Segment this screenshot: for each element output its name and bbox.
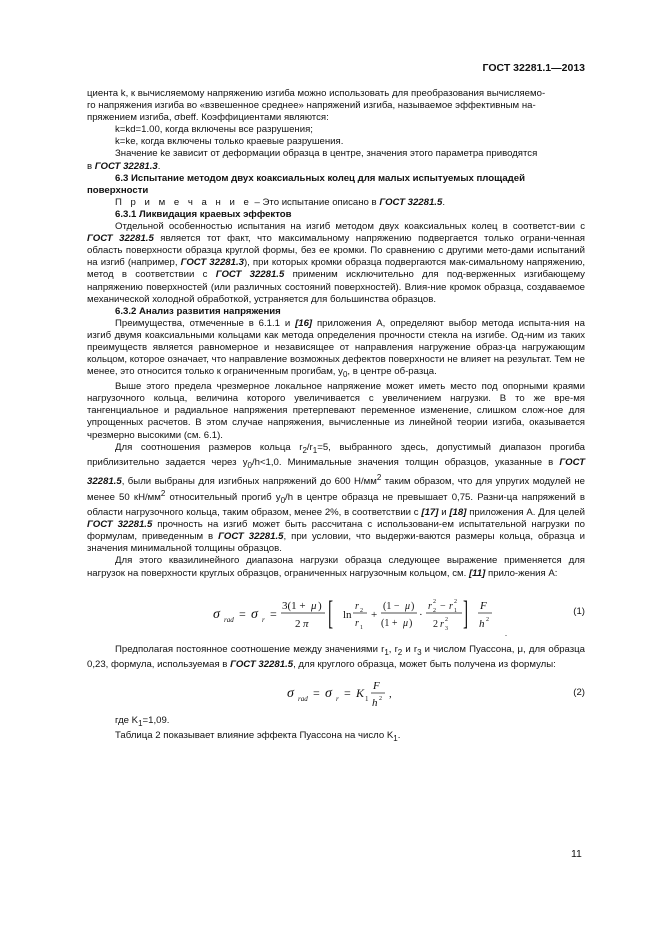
paragraph-ke (87, 148, 585, 160)
text-span: таким образом, что для упругих модулей не менее 50 кН/мм (87, 475, 585, 504)
svg-text:): ) (318, 599, 322, 612)
svg-text:μ: μ (311, 599, 317, 612)
text-span: прило-жения А: (485, 567, 558, 579)
svg-text:=: = (344, 685, 351, 700)
text-span: и r (402, 643, 418, 655)
svg-text:r: r (355, 617, 359, 629)
svg-text:): ) (409, 617, 413, 629)
text-span: /h в центре образца не превышает 0,75. Разни-ца напряжений в области нагрузочного кольца, таким образом, менее 2%, в соответствии с (87, 492, 586, 519)
text-line: го напряжения изгиба во «взвешенное среднее» напряжений изгиба, называемое эффективным на- (87, 100, 536, 112)
svg-text:3: 3 (445, 625, 448, 632)
svg-text:·: · (419, 608, 423, 621)
svg-text:σ: σ (213, 606, 220, 622)
svg-text:1: 1 (454, 607, 457, 614)
svg-text:,: , (389, 687, 392, 700)
svg-text:r: r (336, 694, 339, 703)
text-span: Для этого квазилинейного диапазона нагрузки образца следующее выражение применяется для нагрузок на поверхности круглых образцов, ограниченных нагрузочным кольцом, см. (87, 555, 585, 579)
svg-text:r: r (449, 600, 453, 612)
text-line: пряжением изгиба, σbeff. Коэффициентами являются: (87, 112, 329, 124)
svg-text:=: = (313, 685, 320, 700)
reference-link: [16] (295, 317, 313, 329)
equation-2-number: (2) (573, 686, 585, 698)
text-span: , для круглого образца, может быть получена из формулы: (293, 658, 556, 670)
text-span: – Это испытание описано в (251, 196, 380, 208)
subscript: 1 (393, 733, 398, 743)
svg-text:σ: σ (325, 685, 332, 701)
svg-text:r: r (262, 615, 265, 624)
superscript: 2 (160, 488, 166, 498)
section-heading-6-3-1: 6.3.1 Ликвидация краевых эффектов (115, 208, 292, 220)
page-number: 11 (571, 848, 582, 860)
equation-2 (87, 673, 585, 713)
paragraph-intro (87, 88, 585, 124)
svg-text:2: 2 (295, 617, 301, 630)
subscript: 2 (302, 445, 307, 455)
paragraph-ratio (87, 442, 585, 556)
svg-text:σ: σ (287, 685, 294, 701)
svg-text:=: = (239, 606, 246, 621)
text-span: где K (115, 714, 139, 726)
svg-text:ln: ln (343, 608, 352, 621)
svg-text:2: 2 (433, 607, 436, 614)
paragraph-poisson (87, 644, 585, 671)
paragraph-table-ref (87, 730, 585, 745)
standard-reference: ГОСТ 32281.5 (230, 658, 294, 670)
text-span: является тот факт, что максимальному напряжению подвергается только ограни-ченная область поверхности образца круглой формы, без ее кромки. По сравнению с другими мето-дами испытаний на изгиб (например, (87, 233, 585, 269)
svg-text:=: = (270, 606, 277, 621)
text-span: Преимущества, отмеченные в 6.1.1 и (115, 317, 296, 329)
text-span: приложения А. Для целей (466, 507, 585, 519)
svg-text:2: 2 (433, 618, 438, 630)
text-span: Значение ke зависит от деформации образца в центре, значения этого параметра приводятся (115, 148, 538, 160)
section-heading-6-3-2: 6.3.2 Анализ развития напряжения (115, 305, 281, 317)
standard-reference: ГОСТ 32281.5 (379, 196, 443, 208)
text-span: , в центре об-разца. (347, 366, 437, 378)
standard-reference: ГОСТ 32281.5 (218, 531, 284, 543)
note-paragraph (87, 197, 585, 209)
subscript: 1 (384, 647, 389, 657)
text-span: , при условии, что выдержи-ваются размеры кольца, образца и значения минимальной толщины образцов. (87, 531, 585, 555)
text-span: и (438, 507, 450, 519)
standard-reference: ГОСТ 32281.5 (87, 519, 153, 531)
text-span: , r (388, 643, 398, 655)
subscript: 3 (417, 647, 422, 657)
text-span: прочность на изгиб может быть рассчитана с использовани-ем испытательной нагрузки по формулам, приведенным в (87, 519, 585, 543)
svg-text:2: 2 (454, 598, 457, 605)
text-span: Предполагая постоянное соотношение между значениями r (115, 643, 385, 655)
svg-text:K: K (356, 685, 365, 700)
svg-text:−: − (440, 600, 446, 612)
note-label: П р и м е ч а н и е (115, 196, 252, 208)
text-span: . (157, 160, 161, 172)
svg-text:rad: rad (298, 694, 308, 703)
svg-text:3(1 +: 3(1 + (282, 599, 306, 612)
text-span: Для соотношения размеров кольца r (115, 441, 303, 453)
text-span: применим исключительно для под-верженных изгибающему напряжению поверхностей (или различных состояний поверхностей). Влия-ние кромок образца, создаваемое механической холодной обработкой, устраняется для большинства образцов. (87, 269, 585, 305)
svg-text:h: h (372, 696, 378, 709)
equation-1-number: (1) (573, 605, 585, 617)
svg-text:rad: rad (224, 615, 234, 624)
svg-text:2: 2 (379, 695, 382, 702)
paragraph-6-3-1 (87, 221, 585, 306)
svg-text:r: r (355, 600, 359, 612)
list-item-ke: k=ke, когда включены только краевые разрушения. (115, 136, 344, 148)
subscript: 2 (397, 647, 403, 657)
text-span: Отдельной особенностью испытания на изгиб методом двух коаксиальных колец в соответст-вии с (115, 221, 585, 233)
svg-text:r: r (440, 618, 444, 630)
text-span: Таблица 2 показывает влияние эффекта Пуассона на число K (115, 729, 394, 741)
text-span: /r (306, 441, 313, 453)
svg-text:2: 2 (360, 607, 363, 614)
page-content (87, 88, 585, 745)
reference-link: [17] (421, 507, 439, 519)
subscript: 0 (280, 496, 286, 505)
svg-text:π: π (303, 617, 309, 630)
text-span: =1,09. (142, 714, 170, 726)
svg-text:σ: σ (251, 606, 258, 622)
reference-link: [18] (449, 507, 467, 519)
svg-text:2: 2 (445, 616, 448, 623)
svg-text:[: [ (328, 593, 334, 632)
text-span: , были выбраны для изгибных напряжений до 600 Н/мм (121, 475, 377, 487)
equation-2-formula (197, 673, 497, 713)
text-span: приложения А, определяют выбор метода испыта-ния на изгиб двумя коаксиальными кольцами как метода определения прочности стекла на изгибе. Од-ним из таких преимуществ является равномерное и независящее от направления нагружение образ-ца нагружающим кольцом, которое означает, что направление возможных дефектов поверхности не влияет на результат. Тем не менее, это относится только к ограниченным прогибам, y (87, 317, 585, 378)
svg-text:F: F (480, 599, 487, 612)
superscript: 2 (376, 472, 382, 482)
svg-text:μ: μ (405, 600, 411, 612)
paragraph-quasilinear (87, 555, 585, 579)
svg-text:): ) (411, 600, 415, 612)
paragraph-k1 (87, 715, 585, 730)
svg-text:2: 2 (433, 598, 436, 605)
text-span: =5, выбранного здесь, допустимый диапазон прогиба приблизительно задается через y (87, 441, 585, 468)
svg-text:2: 2 (486, 616, 489, 623)
text-span: ), при которых кромки образца подвергаются мак-симальному напряжению, метод в соответствии с (87, 257, 585, 281)
equation-1 (87, 584, 585, 640)
svg-text:μ: μ (403, 617, 409, 629)
standard-reference: ГОСТ 32281.5 (87, 456, 586, 487)
text-span: относительный прогиб y (165, 492, 281, 504)
list-item-kd: k=kd=1.00, когда включены все разрушения; (115, 124, 313, 136)
svg-text:h: h (479, 617, 485, 630)
subscript: 1 (138, 718, 143, 728)
subscript: 1 (312, 445, 318, 455)
paragraph-ke-cont (87, 161, 585, 173)
text-span: . (397, 729, 401, 741)
svg-text:(1 −: (1 − (383, 600, 400, 612)
svg-text:(1 +: (1 + (381, 617, 398, 629)
standard-reference: ГОСТ 32281.3 (180, 257, 244, 269)
text-span: в (87, 160, 95, 172)
svg-text:.: . (505, 628, 507, 638)
paragraph-limit: Выше этого предела чрезмерное локальное напряжение может иметь место под опорными краями нагрузочного кольца, величина которого увеличивается с увеличением нагрузки. В то же вре-мя тангенциальное и радиальное напряжения претерпевают переменное изменение, слишком слож-ное для упрощенных расчетов. В этом случае напряжения, вычисленные из линейной теории изгиба, оказывается чрезмерно высокими (см. 6.1). (87, 381, 585, 441)
standard-reference: ГОСТ 32281.5 (87, 233, 154, 245)
text-span: . (442, 196, 445, 208)
svg-text:F: F (373, 679, 380, 692)
subscript: 0 (247, 460, 252, 470)
text-span: и числом Пуассона, μ, для образца 0,23, формула, используемая в (87, 643, 585, 670)
paragraph-advantages (87, 318, 585, 381)
subscript: 0 (342, 370, 348, 380)
equation-1-formula (123, 584, 543, 640)
svg-text:]: ] (463, 593, 469, 632)
svg-text:+: + (371, 608, 378, 621)
svg-text:r: r (428, 600, 432, 612)
reference-link: [11] (468, 567, 486, 579)
section-heading-6-3: 6.3 Испытание методом двух коаксиальных колец для малых испытуемых площадей поверхности (87, 172, 526, 196)
document-id-header: ГОСТ 32281.1—2013 (482, 62, 585, 74)
standard-reference: ГОСТ 32281.3 (94, 160, 158, 172)
text-span: /h<1,0. Минимальные значения толщин образцов, указанные в (251, 456, 560, 468)
svg-text:1: 1 (365, 694, 369, 703)
svg-text:1: 1 (360, 624, 363, 631)
standard-reference: ГОСТ 32281.5 (215, 269, 285, 281)
text-line: циента k, к вычисляемому напряжению изгиба можно использовать для преобразования вычисляемо- (87, 88, 546, 99)
